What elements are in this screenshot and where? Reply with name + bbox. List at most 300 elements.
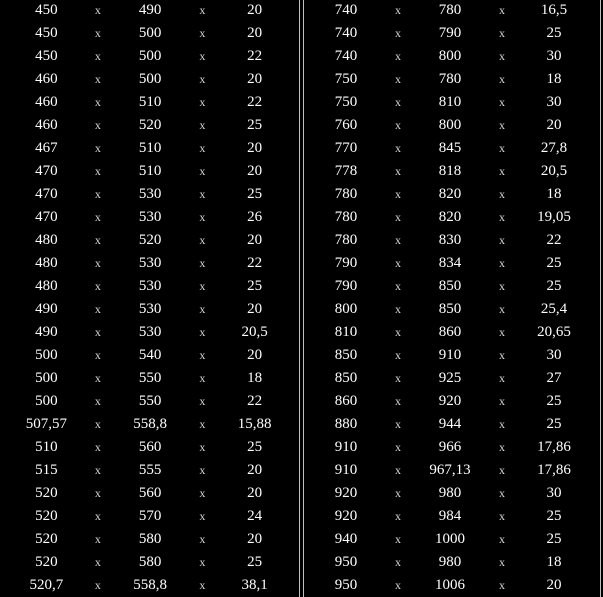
outer-diameter-cell: 555 xyxy=(138,462,162,478)
outer-diameter-cell: 510 xyxy=(138,94,162,110)
size-row xyxy=(0,390,302,413)
separator-cell: x xyxy=(395,532,401,546)
separator-cell: x xyxy=(94,486,101,500)
separator-cell: x xyxy=(395,256,401,270)
width-cell: 25 xyxy=(247,554,263,570)
separator-cell: x xyxy=(199,394,206,408)
size-row xyxy=(0,298,302,321)
size-row xyxy=(0,137,302,160)
width-cell: 24 xyxy=(247,508,263,524)
width-cell: 15,88 xyxy=(237,416,272,432)
size-row xyxy=(308,528,592,551)
separator-cell: x xyxy=(499,49,505,63)
outer-diameter-cell: 944 xyxy=(438,416,462,432)
divider-line-outer xyxy=(299,0,300,597)
size-row xyxy=(0,68,302,91)
size-row xyxy=(0,482,302,505)
separator-cell: x xyxy=(499,26,505,40)
separator-cell: x xyxy=(94,164,101,178)
separator-cell: x xyxy=(199,164,206,178)
size-row xyxy=(308,298,592,321)
size-row xyxy=(0,321,302,344)
outer-diameter-cell: 967,13 xyxy=(429,462,471,478)
size-row xyxy=(308,574,592,597)
inner-diameter-cell: 520 xyxy=(35,531,58,547)
inner-diameter-cell: 950 xyxy=(334,554,358,570)
separator-cell: x xyxy=(499,440,505,454)
outer-diameter-cell: 925 xyxy=(438,370,462,386)
separator-cell: x xyxy=(199,417,206,431)
inner-diameter-cell: 470 xyxy=(35,163,58,179)
right-size-panel xyxy=(302,0,603,597)
width-cell: 20 xyxy=(247,232,263,248)
separator-cell: x xyxy=(94,371,101,385)
width-cell: 25 xyxy=(546,416,562,432)
inner-diameter-cell: 790 xyxy=(334,278,358,294)
inner-diameter-cell: 780 xyxy=(334,232,358,248)
size-row xyxy=(0,229,302,252)
inner-diameter-cell: 480 xyxy=(35,255,58,271)
separator-cell: x xyxy=(199,371,206,385)
outer-diameter-cell: 860 xyxy=(438,324,462,340)
outer-diameter-cell: 790 xyxy=(438,25,462,41)
separator-cell: x xyxy=(395,49,401,63)
inner-diameter-cell: 810 xyxy=(334,324,358,340)
inner-diameter-cell: 850 xyxy=(334,370,358,386)
separator-cell: x xyxy=(94,509,101,523)
size-row xyxy=(0,252,302,275)
outer-diameter-cell: 984 xyxy=(438,508,462,524)
separator-cell: x xyxy=(199,233,206,247)
outer-diameter-cell: 800 xyxy=(438,48,462,64)
outer-diameter-cell: 830 xyxy=(438,232,462,248)
width-cell: 16,5 xyxy=(540,2,568,18)
outer-diameter-cell: 580 xyxy=(138,554,162,570)
inner-diameter-cell: 490 xyxy=(35,301,58,317)
separator-cell: x xyxy=(395,463,401,477)
inner-diameter-cell: 450 xyxy=(35,25,58,41)
width-cell: 27,8 xyxy=(540,140,568,156)
inner-diameter-cell: 920 xyxy=(334,485,358,501)
inner-diameter-cell: 460 xyxy=(35,117,58,133)
separator-cell: x xyxy=(199,49,206,63)
width-cell: 20 xyxy=(247,163,263,179)
inner-diameter-cell: 480 xyxy=(35,278,58,294)
inner-diameter-cell: 520,7 xyxy=(29,577,64,593)
outer-diameter-cell: 850 xyxy=(438,278,462,294)
inner-diameter-cell: 860 xyxy=(334,393,358,409)
width-cell: 25 xyxy=(546,531,562,547)
inner-diameter-cell: 467 xyxy=(35,140,58,156)
separator-cell: x xyxy=(499,95,505,109)
outer-diameter-cell: 530 xyxy=(138,324,162,340)
size-row xyxy=(308,459,592,482)
outer-diameter-cell: 560 xyxy=(138,485,162,501)
separator-cell: x xyxy=(395,3,401,17)
separator-cell: x xyxy=(199,210,206,224)
inner-diameter-cell: 515 xyxy=(35,462,58,478)
size-row xyxy=(0,436,302,459)
size-row xyxy=(0,574,302,597)
inner-diameter-cell: 490 xyxy=(35,324,58,340)
size-row xyxy=(308,275,592,298)
separator-cell: x xyxy=(94,233,101,247)
inner-diameter-cell: 910 xyxy=(334,439,358,455)
width-cell: 25,4 xyxy=(540,301,568,317)
size-row xyxy=(308,206,592,229)
separator-cell: x xyxy=(199,3,206,17)
separator-cell: x xyxy=(94,440,101,454)
size-row xyxy=(308,45,592,68)
separator-cell: x xyxy=(199,187,206,201)
inner-diameter-cell: 740 xyxy=(334,48,358,64)
width-cell: 25 xyxy=(247,278,263,294)
outer-diameter-cell: 530 xyxy=(138,186,162,202)
separator-cell: x xyxy=(94,187,101,201)
outer-diameter-cell: 580 xyxy=(138,531,162,547)
separator-cell: x xyxy=(199,440,206,454)
width-cell: 26 xyxy=(247,209,263,225)
inner-diameter-cell: 510 xyxy=(35,439,58,455)
separator-cell: x xyxy=(395,486,401,500)
width-cell: 20 xyxy=(247,140,263,156)
separator-cell: x xyxy=(199,302,206,316)
width-cell: 30 xyxy=(546,485,562,501)
separator-cell: x xyxy=(499,394,505,408)
outer-diameter-cell: 500 xyxy=(138,71,162,87)
outer-diameter-cell: 780 xyxy=(438,2,462,18)
size-row xyxy=(308,436,592,459)
separator-cell: x xyxy=(395,578,401,592)
separator-cell: x xyxy=(499,348,505,362)
width-cell: 27 xyxy=(546,370,562,386)
width-cell: 20,65 xyxy=(537,324,571,340)
size-row xyxy=(0,413,302,436)
separator-cell: x xyxy=(94,302,101,316)
size-row xyxy=(308,0,592,22)
width-cell: 22 xyxy=(247,94,263,110)
separator-cell: x xyxy=(199,256,206,270)
inner-diameter-cell: 850 xyxy=(334,347,358,363)
size-row xyxy=(308,252,592,275)
size-row xyxy=(0,551,302,574)
outer-diameter-cell: 810 xyxy=(438,94,462,110)
separator-cell: x xyxy=(94,279,101,293)
separator-cell: x xyxy=(499,325,505,339)
separator-cell: x xyxy=(395,279,401,293)
width-cell: 22 xyxy=(546,232,562,248)
separator-cell: x xyxy=(94,532,101,546)
inner-diameter-cell: 920 xyxy=(334,508,358,524)
separator-cell: x xyxy=(395,95,401,109)
size-row xyxy=(308,321,592,344)
outer-diameter-cell: 910 xyxy=(438,347,462,363)
outer-diameter-cell: 540 xyxy=(138,347,162,363)
width-cell: 25 xyxy=(546,508,562,524)
separator-cell: x xyxy=(499,72,505,86)
inner-diameter-cell: 470 xyxy=(35,209,58,225)
outer-diameter-cell: 920 xyxy=(438,393,462,409)
outer-diameter-cell: 558,8 xyxy=(133,416,167,432)
separator-cell: x xyxy=(395,371,401,385)
inner-diameter-cell: 500 xyxy=(35,347,58,363)
separator-cell: x xyxy=(499,463,505,477)
outer-diameter-cell: 550 xyxy=(138,393,162,409)
inner-diameter-cell: 790 xyxy=(334,255,358,271)
outer-diameter-cell: 520 xyxy=(138,232,162,248)
separator-cell: x xyxy=(199,555,206,569)
width-cell: 20 xyxy=(247,25,263,41)
inner-diameter-cell: 750 xyxy=(334,71,358,87)
separator-cell: x xyxy=(395,394,401,408)
separator-cell: x xyxy=(499,118,505,132)
inner-diameter-cell: 760 xyxy=(334,117,358,133)
width-cell: 20 xyxy=(247,485,263,501)
inner-diameter-cell: 740 xyxy=(334,25,358,41)
size-row xyxy=(0,275,302,298)
separator-cell: x xyxy=(499,509,505,523)
outer-diameter-cell: 1000 xyxy=(435,531,465,547)
inner-diameter-cell: 770 xyxy=(334,140,358,156)
outer-diameter-cell: 570 xyxy=(138,508,162,524)
size-row xyxy=(308,183,592,206)
size-row xyxy=(0,528,302,551)
separator-cell: x xyxy=(499,233,505,247)
separator-cell: x xyxy=(199,325,206,339)
width-cell: 22 xyxy=(247,393,263,409)
width-cell: 25 xyxy=(247,117,263,133)
size-row xyxy=(308,160,592,183)
separator-cell: x xyxy=(199,26,206,40)
size-row xyxy=(308,229,592,252)
separator-cell: x xyxy=(499,210,505,224)
width-cell: 20 xyxy=(546,117,562,133)
size-row xyxy=(308,68,592,91)
separator-cell: x xyxy=(94,463,101,477)
inner-diameter-cell: 500 xyxy=(35,393,58,409)
width-cell: 25 xyxy=(546,393,562,409)
outer-diameter-cell: 560 xyxy=(138,439,162,455)
separator-cell: x xyxy=(395,187,401,201)
width-cell: 20 xyxy=(546,577,562,593)
separator-cell: x xyxy=(499,187,505,201)
size-row xyxy=(0,22,302,45)
right-size-table xyxy=(308,0,592,597)
inner-diameter-cell: 520 xyxy=(35,554,58,570)
width-cell: 30 xyxy=(546,48,562,64)
inner-diameter-cell: 470 xyxy=(35,186,58,202)
width-cell: 25 xyxy=(546,278,562,294)
outer-diameter-cell: 850 xyxy=(438,301,462,317)
separator-cell: x xyxy=(94,26,101,40)
inner-diameter-cell: 460 xyxy=(35,94,58,110)
width-cell: 30 xyxy=(546,94,562,110)
inner-diameter-cell: 480 xyxy=(35,232,58,248)
width-cell: 18 xyxy=(247,370,263,386)
outer-diameter-cell: 530 xyxy=(138,301,162,317)
size-row xyxy=(0,91,302,114)
separator-cell: x xyxy=(94,348,101,362)
size-row xyxy=(308,390,592,413)
separator-cell: x xyxy=(395,555,401,569)
inner-diameter-cell: 500 xyxy=(35,370,58,386)
separator-cell: x xyxy=(499,279,505,293)
separator-cell: x xyxy=(94,141,101,155)
separator-cell: x xyxy=(499,302,505,316)
separator-cell: x xyxy=(94,72,101,86)
separator-cell: x xyxy=(199,141,206,155)
width-cell: 20,5 xyxy=(540,163,568,179)
inner-diameter-cell: 750 xyxy=(334,94,358,110)
inner-diameter-cell: 880 xyxy=(334,416,358,432)
inner-diameter-cell: 940 xyxy=(334,531,358,547)
outer-diameter-cell: 845 xyxy=(438,140,462,156)
separator-cell: x xyxy=(94,578,101,592)
outer-diameter-cell: 834 xyxy=(438,255,462,271)
size-row xyxy=(308,22,592,45)
outer-diameter-cell: 820 xyxy=(438,209,462,225)
outer-diameter-cell: 530 xyxy=(138,278,162,294)
separator-cell: x xyxy=(94,417,101,431)
inner-diameter-cell: 450 xyxy=(35,48,58,64)
size-row xyxy=(308,344,592,367)
separator-cell: x xyxy=(395,141,401,155)
size-row xyxy=(0,367,302,390)
size-row xyxy=(308,114,592,137)
outer-diameter-cell: 800 xyxy=(438,117,462,133)
width-cell: 30 xyxy=(546,347,562,363)
size-row xyxy=(308,482,592,505)
separator-cell: x xyxy=(395,302,401,316)
separator-cell: x xyxy=(499,3,505,17)
separator-cell: x xyxy=(94,394,101,408)
separator-cell: x xyxy=(395,118,401,132)
width-cell: 20 xyxy=(247,347,263,363)
separator-cell: x xyxy=(395,210,401,224)
width-cell: 22 xyxy=(247,255,263,271)
outer-diameter-cell: 558,8 xyxy=(133,577,167,593)
separator-cell: x xyxy=(94,210,101,224)
size-row xyxy=(308,551,592,574)
outer-diameter-cell: 550 xyxy=(138,370,162,386)
separator-cell: x xyxy=(395,164,401,178)
outer-diameter-cell: 966 xyxy=(438,439,462,455)
outer-diameter-cell: 780 xyxy=(438,71,462,87)
size-row xyxy=(308,505,592,528)
separator-cell: x xyxy=(395,26,401,40)
size-row xyxy=(0,183,302,206)
right-size-table-body xyxy=(308,0,592,597)
separator-cell: x xyxy=(499,256,505,270)
outer-diameter-cell: 818 xyxy=(438,163,462,179)
outer-diameter-cell: 1006 xyxy=(435,577,465,593)
outer-diameter-cell: 510 xyxy=(138,140,162,156)
width-cell: 17,86 xyxy=(537,439,571,455)
separator-cell: x xyxy=(499,371,505,385)
separator-cell: x xyxy=(499,486,505,500)
width-cell: 20 xyxy=(247,462,263,478)
outer-diameter-cell: 520 xyxy=(138,117,162,133)
inner-diameter-cell: 800 xyxy=(334,301,358,317)
inner-diameter-cell: 950 xyxy=(334,577,358,593)
separator-cell: x xyxy=(499,532,505,546)
separator-cell: x xyxy=(499,417,505,431)
width-cell: 22 xyxy=(247,48,263,64)
size-row xyxy=(0,459,302,482)
separator-cell: x xyxy=(199,348,206,362)
separator-cell: x xyxy=(395,325,401,339)
inner-diameter-cell: 780 xyxy=(334,209,358,225)
separator-cell: x xyxy=(395,417,401,431)
width-cell: 25 xyxy=(247,439,263,455)
outer-diameter-cell: 510 xyxy=(138,163,162,179)
width-cell: 17,86 xyxy=(537,462,571,478)
separator-cell: x xyxy=(395,72,401,86)
separator-cell: x xyxy=(499,555,505,569)
size-row xyxy=(308,137,592,160)
size-row xyxy=(0,206,302,229)
inner-diameter-cell: 910 xyxy=(334,462,358,478)
outer-diameter-cell: 820 xyxy=(438,186,462,202)
outer-diameter-cell: 530 xyxy=(138,209,162,225)
size-row xyxy=(0,114,302,137)
separator-cell: x xyxy=(199,509,206,523)
width-cell: 19,05 xyxy=(537,209,571,225)
outer-diameter-cell: 980 xyxy=(438,554,462,570)
width-cell: 20 xyxy=(247,301,263,317)
width-cell: 25 xyxy=(247,186,263,202)
width-cell: 20 xyxy=(247,531,263,547)
width-cell: 18 xyxy=(546,71,562,87)
size-row xyxy=(0,505,302,528)
separator-cell: x xyxy=(94,3,101,17)
outer-diameter-cell: 490 xyxy=(138,2,162,18)
size-row xyxy=(308,413,592,436)
size-row xyxy=(308,91,592,114)
outer-diameter-cell: 530 xyxy=(138,255,162,271)
width-cell: 25 xyxy=(546,25,562,41)
separator-cell: x xyxy=(395,509,401,523)
size-row xyxy=(0,0,302,22)
separator-cell: x xyxy=(199,486,206,500)
size-row xyxy=(308,367,592,390)
width-cell: 20 xyxy=(247,71,263,87)
separator-cell: x xyxy=(94,325,101,339)
separator-cell: x xyxy=(499,164,505,178)
separator-cell: x xyxy=(395,348,401,362)
separator-cell: x xyxy=(94,256,101,270)
inner-diameter-cell: 450 xyxy=(35,2,58,18)
inner-diameter-cell: 520 xyxy=(35,485,58,501)
outer-diameter-cell: 500 xyxy=(138,48,162,64)
width-cell: 18 xyxy=(546,186,562,202)
separator-cell: x xyxy=(94,555,101,569)
separator-cell: x xyxy=(199,578,206,592)
separator-cell: x xyxy=(94,95,101,109)
separator-cell: x xyxy=(199,463,206,477)
inner-diameter-cell: 520 xyxy=(35,508,58,524)
separator-cell: x xyxy=(499,578,505,592)
size-row xyxy=(0,344,302,367)
width-cell: 18 xyxy=(546,554,562,570)
separator-cell: x xyxy=(94,49,101,63)
separator-cell: x xyxy=(94,118,101,132)
width-cell: 20,5 xyxy=(241,324,268,340)
separator-cell: x xyxy=(395,233,401,247)
inner-diameter-cell: 507,57 xyxy=(25,416,68,432)
inner-diameter-cell: 740 xyxy=(334,2,358,18)
separator-cell: x xyxy=(199,95,206,109)
